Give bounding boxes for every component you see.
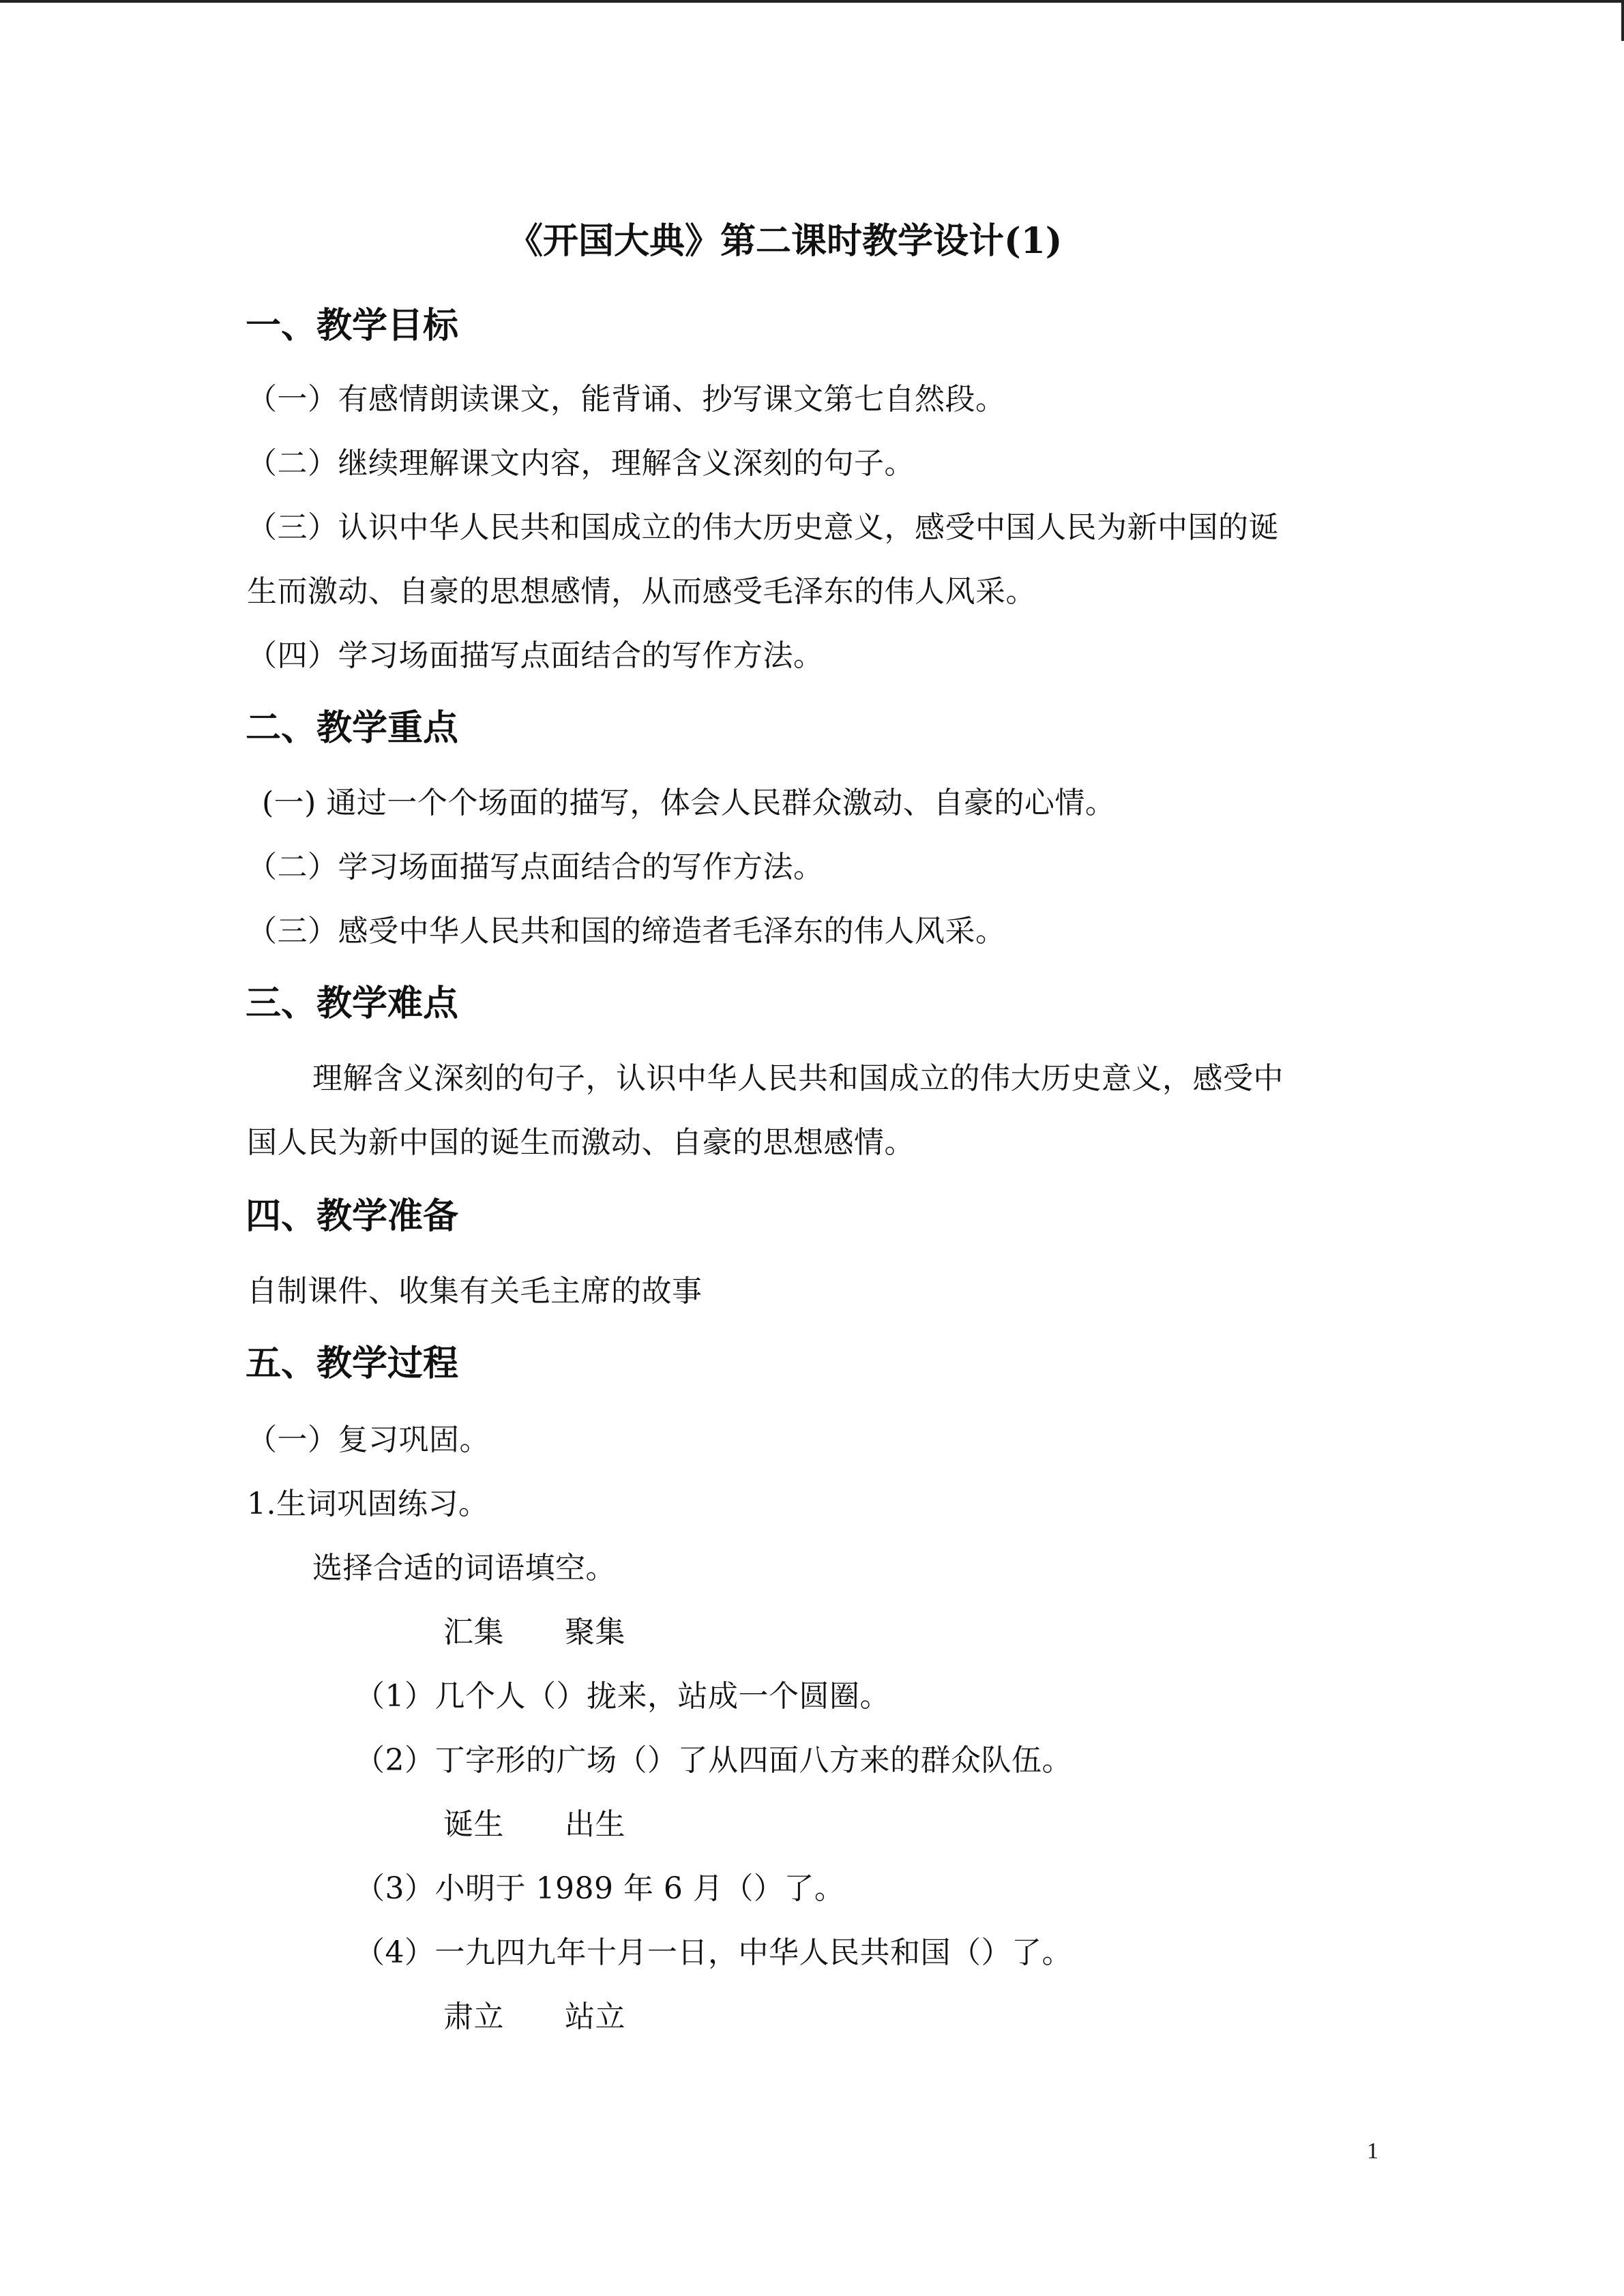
- word-pair-2: 诞生 出生: [443, 1807, 625, 1842]
- exercise-3: （3）小明于 1989 年 6 月（）了。: [355, 1871, 845, 1906]
- top-border: [0, 0, 1624, 3]
- process-line-instruction: 选择合适的词语填空。: [312, 1551, 616, 1585]
- objective-line-5: （四）学习场面描写点面结合的写作方法。: [247, 638, 824, 673]
- preparation-line-1: 自制课件、收集有关毛主席的故事: [247, 1274, 703, 1309]
- right-border: [1621, 0, 1624, 41]
- word-pair-3: 肃立 站立: [443, 1999, 625, 2034]
- process-line-review: （一）复习巩固。: [247, 1422, 490, 1457]
- heading-teaching-objectives: 一、教学目标: [246, 305, 459, 346]
- exercise-1: （1）几个人（）拢来，站成一个圆圈。: [355, 1679, 890, 1714]
- heading-teaching-process: 五、教学过程: [246, 1343, 459, 1384]
- page-number: 1: [1367, 2138, 1378, 2164]
- heading-teaching-difficulty: 三、教学难点: [246, 983, 459, 1024]
- heading-teaching-preparation: 四、教学准备: [246, 1195, 459, 1237]
- document-title: 《开国大典》第二课时教学设计(1): [507, 220, 1063, 262]
- heading-teaching-focus: 二、教学重点: [246, 707, 459, 749]
- difficulty-line-1: 理解含义深刻的句子，认识中华人民共和国成立的伟大历史意义，感受中: [312, 1061, 1284, 1096]
- objective-line-1: （一）有感情朗读课文，能背诵、抄写课文第七自然段。: [247, 382, 1006, 417]
- word-pair-1: 汇集 聚集: [443, 1615, 625, 1650]
- focus-line-3: （三）感受中华人民共和国的缔造者毛泽东的伟人风采。: [247, 914, 1006, 949]
- objective-line-3: （三）认识中华人民共和国成立的伟大历史意义，感受中国人民为新中国的诞: [247, 510, 1279, 545]
- exercise-4: （4）一九四九年十月一日，中华人民共和国（）了。: [355, 1935, 1072, 1970]
- objective-line-2: （二）继续理解课文内容，理解含义深刻的句子。: [247, 446, 915, 481]
- focus-line-1: (一) 通过一个个场面的描写，体会人民群众激动、自豪的心情。: [262, 786, 1116, 820]
- difficulty-line-2: 国人民为新中国的诞生而激动、自豪的思想感情。: [247, 1125, 915, 1160]
- process-line-vocab: 1.生词巩固练习。: [247, 1487, 489, 1521]
- exercise-2: （2）丁字形的广场（）了从四面八方来的群众队伍。: [355, 1743, 1072, 1778]
- objective-line-4: 生而激动、自豪的思想感情，从而感受毛泽东的伟人风采。: [247, 574, 1036, 609]
- focus-line-2: （二）学习场面描写点面结合的写作方法。: [247, 850, 824, 884]
